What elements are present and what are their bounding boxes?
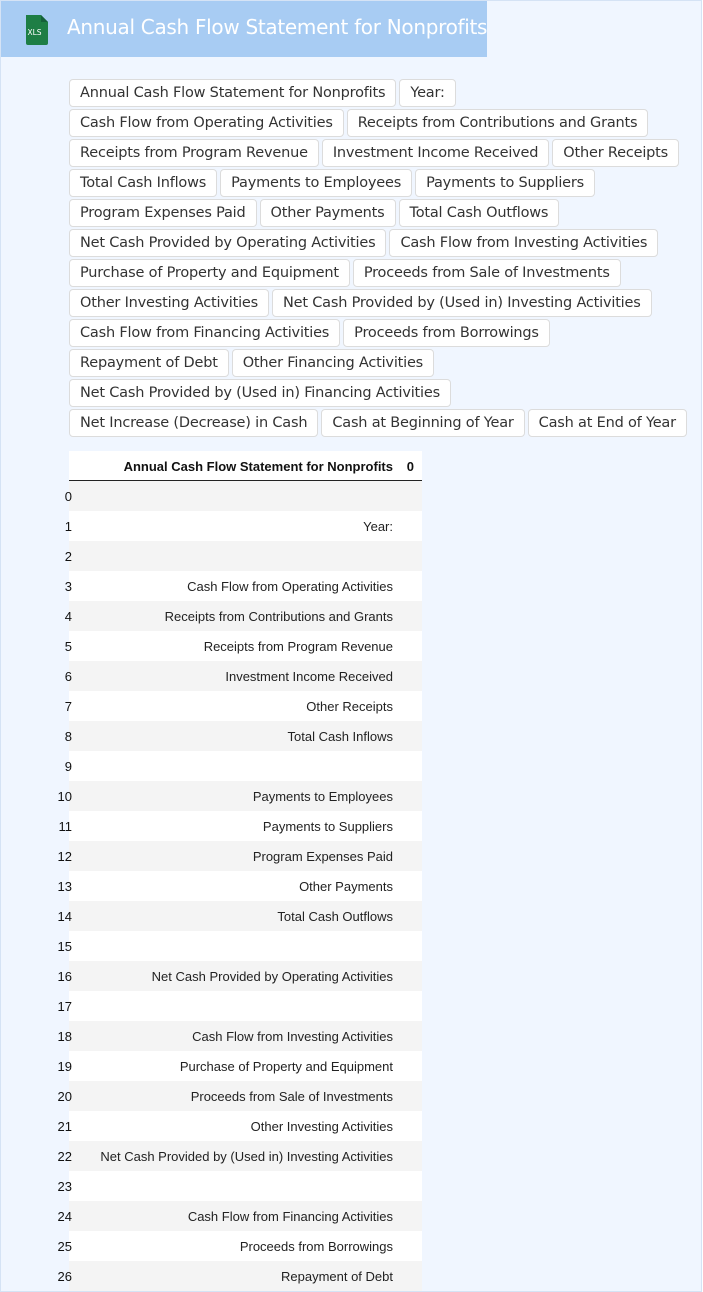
title-bar xyxy=(1,1,487,57)
row-index: 9 xyxy=(64,759,72,774)
column-chip[interactable]: Receipts from Program Revenue xyxy=(69,139,319,167)
table-row xyxy=(64,481,422,511)
column-chip[interactable]: Other Receipts xyxy=(552,139,679,167)
row-label: Receipts from Program Revenue xyxy=(203,639,393,654)
row-index: 13 xyxy=(57,879,72,894)
table-row xyxy=(57,1231,422,1261)
column-header-label: Annual Cash Flow Statement for Nonprofits xyxy=(123,459,393,474)
row-index: 12 xyxy=(57,849,72,864)
table-row xyxy=(57,1201,422,1231)
column-header-value: 0 xyxy=(406,459,414,474)
column-chip[interactable]: Cash at End of Year xyxy=(528,409,687,437)
row-index: 17 xyxy=(57,999,72,1014)
table-body xyxy=(1,481,422,1291)
row-index: 4 xyxy=(64,609,72,624)
column-chip[interactable]: Cash Flow from Operating Activities xyxy=(69,109,344,137)
table-row xyxy=(57,1171,422,1201)
column-chip[interactable]: Cash at Beginning of Year xyxy=(321,409,524,437)
data-table xyxy=(1,451,422,1291)
row-index: 11 xyxy=(58,819,72,834)
row-index: 8 xyxy=(64,729,72,744)
row-index: 26 xyxy=(57,1269,72,1284)
table-row xyxy=(57,871,422,901)
row-label: Net Cash Provided by Operating Activities xyxy=(151,969,393,984)
row-label: Cash Flow from Operating Activities xyxy=(187,579,393,594)
table-row xyxy=(57,901,422,931)
row-index: 24 xyxy=(57,1209,72,1224)
row-index: 6 xyxy=(64,669,72,684)
column-chip[interactable]: Year: xyxy=(399,79,455,107)
row-label: Payments to Suppliers xyxy=(262,819,393,834)
column-chip[interactable]: Payments to Employees xyxy=(220,169,412,197)
table-row xyxy=(57,991,422,1021)
column-chip[interactable]: Investment Income Received xyxy=(322,139,549,167)
row-index: 5 xyxy=(64,639,72,654)
row-index: 14 xyxy=(57,909,72,924)
table-row xyxy=(64,601,422,631)
column-chip[interactable]: Net Cash Provided by Operating Activities xyxy=(69,229,386,257)
row-label: Cash Flow from Financing Activities xyxy=(187,1209,393,1224)
column-chip[interactable]: Net Cash Provided by (Used in) Financing Activities xyxy=(69,379,451,407)
column-chip[interactable]: Purchase of Property and Equipment xyxy=(69,259,350,287)
row-label: Receipts from Contributions and Grants xyxy=(164,609,393,624)
table-row xyxy=(58,811,422,841)
row-label: Proceeds from Borrowings xyxy=(239,1239,393,1254)
table-row xyxy=(64,571,422,601)
column-chip[interactable]: Repayment of Debt xyxy=(69,349,229,377)
column-chip[interactable]: Annual Cash Flow Statement for Nonprofits xyxy=(69,79,396,107)
row-label: Year: xyxy=(363,519,393,534)
row-label: Net Cash Provided by (Used in) Investing Activities xyxy=(100,1149,393,1164)
column-chip[interactable]: Total Cash Outflows xyxy=(399,199,560,227)
table-row xyxy=(57,841,422,871)
column-chip-list xyxy=(69,79,703,437)
row-index: 23 xyxy=(57,1179,72,1194)
table-row xyxy=(57,1021,422,1051)
table-row xyxy=(64,541,422,571)
row-index: 18 xyxy=(57,1029,72,1044)
column-chip[interactable]: Cash Flow from Investing Activities xyxy=(389,229,658,257)
table-row xyxy=(57,781,422,811)
row-label: Total Cash Outflows xyxy=(277,909,393,924)
row-index: 3 xyxy=(64,579,72,594)
xls-icon-label: XLS xyxy=(27,28,42,37)
column-chip[interactable]: Cash Flow from Financing Activities xyxy=(69,319,340,347)
row-index: 22 xyxy=(57,1149,72,1164)
row-index: 2 xyxy=(64,549,72,564)
row-label: Proceeds from Sale of Investments xyxy=(190,1089,393,1104)
column-chip[interactable]: Payments to Suppliers xyxy=(415,169,595,197)
table-row xyxy=(64,691,422,721)
table-row xyxy=(64,631,422,661)
table-row xyxy=(57,1111,422,1141)
table-row xyxy=(57,961,422,991)
row-index: 1 xyxy=(64,519,72,534)
table-row xyxy=(57,1261,422,1291)
table-header xyxy=(69,451,422,481)
row-label: Other Payments xyxy=(299,879,393,894)
table-row xyxy=(64,751,422,781)
row-label: Payments to Employees xyxy=(252,789,393,804)
row-index: 0 xyxy=(64,489,72,504)
table-row xyxy=(57,931,422,961)
column-chip[interactable]: Proceeds from Sale of Investments xyxy=(353,259,621,287)
column-chip[interactable]: Other Financing Activities xyxy=(232,349,434,377)
column-chip[interactable]: Other Payments xyxy=(260,199,396,227)
row-label: Total Cash Inflows xyxy=(287,729,393,744)
row-label: Investment Income Received xyxy=(225,669,393,684)
table-row xyxy=(57,1051,422,1081)
row-index: 20 xyxy=(57,1089,72,1104)
table-row xyxy=(64,511,422,541)
table-row xyxy=(64,721,422,751)
table-row xyxy=(57,1141,422,1171)
row-label: Program Expenses Paid xyxy=(252,849,393,864)
row-label: Purchase of Property and Equipment xyxy=(179,1059,393,1074)
column-chip[interactable]: Net Cash Provided by (Used in) Investing Activities xyxy=(272,289,652,317)
table-row xyxy=(57,1081,422,1111)
row-label: Repayment of Debt xyxy=(280,1269,393,1284)
row-index: 19 xyxy=(57,1059,72,1074)
xls-file-icon xyxy=(22,14,52,46)
row-label: Other Receipts xyxy=(306,699,393,714)
table-row xyxy=(64,661,422,691)
row-index: 25 xyxy=(57,1239,72,1254)
row-index: 10 xyxy=(57,789,72,804)
row-index: 7 xyxy=(64,699,72,714)
column-chip[interactable]: Program Expenses Paid xyxy=(69,199,257,227)
row-index: 16 xyxy=(57,969,72,984)
page-title: Annual Cash Flow Statement for Nonprofits xyxy=(67,15,488,39)
column-chip[interactable]: Net Increase (Decrease) in Cash xyxy=(69,409,318,437)
row-index: 21 xyxy=(57,1119,72,1134)
row-label: Cash Flow from Investing Activities xyxy=(192,1029,393,1044)
row-label: Other Investing Activities xyxy=(250,1119,393,1134)
column-chip[interactable]: Receipts from Contributions and Grants xyxy=(347,109,649,137)
column-chip[interactable]: Proceeds from Borrowings xyxy=(343,319,550,347)
column-chip[interactable]: Other Investing Activities xyxy=(69,289,269,317)
column-chip[interactable]: Total Cash Inflows xyxy=(69,169,217,197)
row-index: 15 xyxy=(57,939,72,954)
